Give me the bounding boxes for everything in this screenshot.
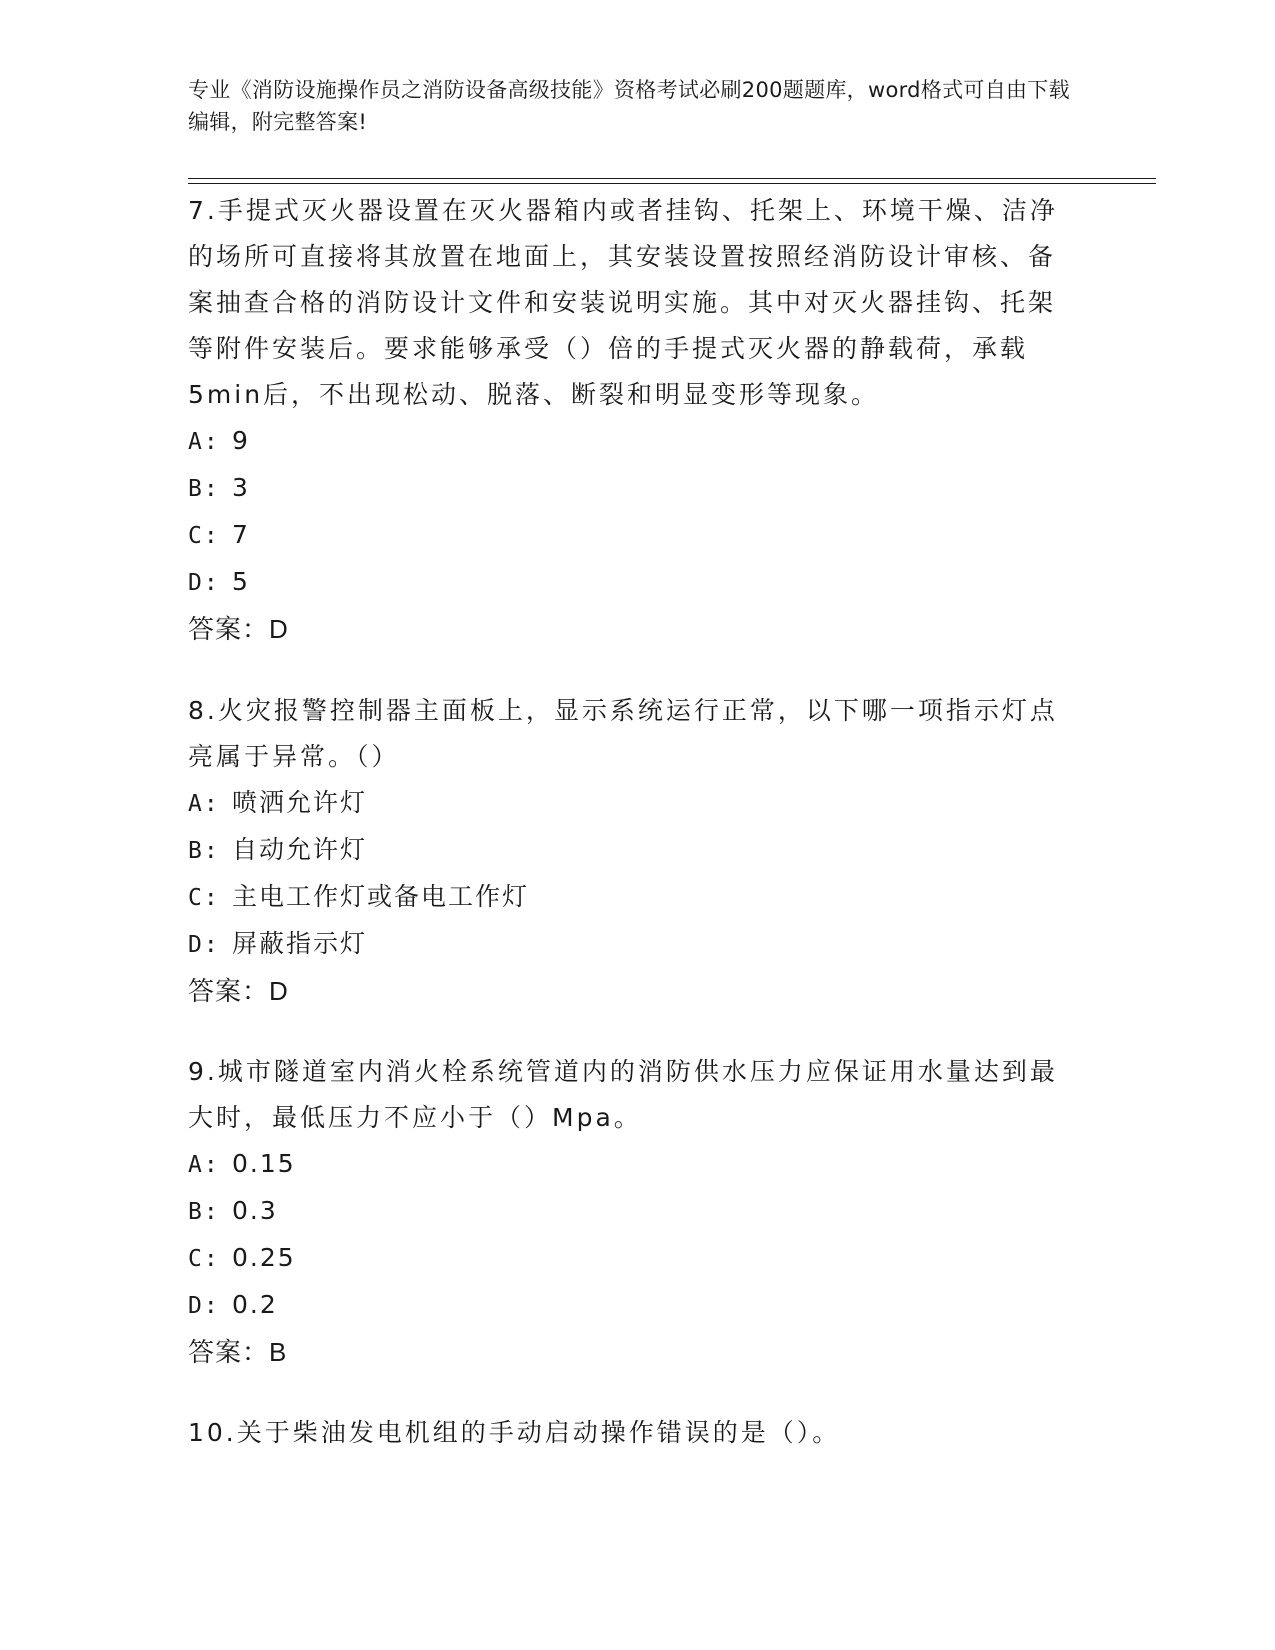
answer-prefix: 答案： [188, 1338, 270, 1368]
question-7 [188, 188, 1058, 653]
answer-prefix: 答案： [188, 615, 270, 645]
header-divider-top [188, 178, 1156, 179]
option-text: 主电工作灯或备电工作灯 [232, 882, 530, 911]
question-stem: 8.火灾报警控制器主面板上，显示系统运行正常，以下哪一项指示灯点亮属于异常。（） [188, 696, 1058, 771]
option-text: 喷洒允许灯 [232, 788, 368, 817]
answer-line [188, 1329, 1058, 1376]
option-label: B: [188, 1199, 220, 1225]
document-header: 专业《消防设施操作员之消防设备高级技能》资格考试必刷200题题库，word格式可自由下载编辑，附完整答案! [188, 78, 1070, 134]
option-a [188, 780, 1058, 827]
option-a [188, 418, 1058, 465]
option-d [188, 1282, 1058, 1329]
option-text: 5 [232, 567, 250, 596]
answer-line [188, 606, 1058, 653]
option-c [188, 874, 1058, 921]
option-d [188, 921, 1058, 968]
option-text: 0.2 [232, 1290, 278, 1319]
option-text: 屏蔽指示灯 [232, 929, 368, 958]
question-9 [188, 1049, 1058, 1376]
question-10 [188, 1410, 1058, 1456]
option-b [188, 827, 1058, 874]
answer-line [188, 968, 1058, 1015]
option-label: C: [188, 523, 220, 549]
option-label: C: [188, 885, 220, 911]
option-label: D: [188, 932, 220, 958]
option-label: A: [188, 1152, 220, 1178]
option-d [188, 559, 1058, 606]
option-text: 0.25 [232, 1243, 296, 1272]
question-stem: 10.关于柴油发电机组的手动启动操作错误的是（）。 [188, 1418, 841, 1447]
option-text: 3 [232, 473, 250, 502]
answer-value: B [269, 1337, 288, 1367]
answer-prefix: 答案： [188, 977, 270, 1007]
option-label: B: [188, 476, 220, 502]
option-text: 7 [232, 520, 250, 549]
option-c [188, 1235, 1058, 1282]
option-text: 0.15 [232, 1149, 296, 1178]
question-stem: 7.手提式灭火器设置在灭火器箱内或者挂钩、托架上、环境干燥、洁净的场所可直接将其放置在地面上，其安装设置按照经消防设计审核、备案抽查合格的消防设计文件和安装说明实施。其中对灭火器挂钩、托架等附件安装后。要求能够承受（）倍的手提式灭火器的静载荷，承载5min后，不出现松动、脱落、断裂和明显变形等现象。 [188, 196, 1058, 409]
option-b [188, 1188, 1058, 1235]
option-b [188, 465, 1058, 512]
question-8 [188, 688, 1058, 1015]
option-label: D: [188, 570, 220, 596]
question-stem: 9.城市隧道室内消火栓系统管道内的消防供水压力应保证用水量达到最大时，最低压力不应小于（）Mpa。 [188, 1057, 1058, 1132]
header-divider-bottom [188, 183, 1156, 184]
option-c [188, 512, 1058, 559]
answer-value: D [269, 976, 289, 1006]
option-text: 自动允许灯 [232, 835, 368, 864]
option-label: C: [188, 1246, 220, 1272]
option-a [188, 1141, 1058, 1188]
option-text: 0.3 [232, 1196, 278, 1225]
answer-value: D [269, 614, 289, 644]
option-label: A: [188, 429, 220, 455]
option-label: B: [188, 838, 220, 864]
option-label: D: [188, 1293, 220, 1319]
option-text: 9 [232, 426, 250, 455]
option-label: A: [188, 791, 220, 817]
